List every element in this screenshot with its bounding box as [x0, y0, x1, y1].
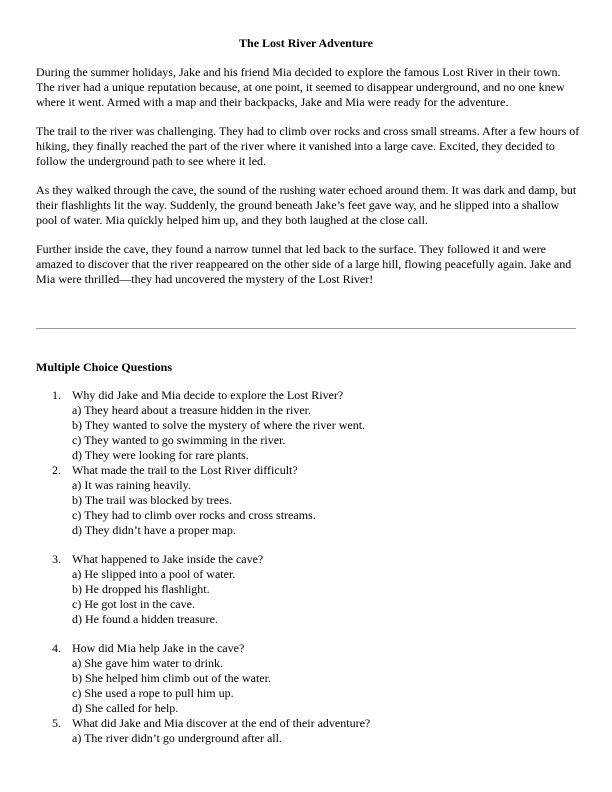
- question-text: Why did Jake and Mia decide to explore the Lost River?: [72, 388, 344, 402]
- story-paragraph: As they walked through the cave, the sound of the rushing water echoed around them. It was dark and damp, but their flashlights lit the way. Suddenly, the ground beneath Jake’s feet gave way, and he slipped into a shallow pool of water. Mia quickly helped him up, and they both laughed at the close call.: [36, 183, 577, 227]
- question-number: 4.: [52, 641, 61, 655]
- answer-option: d) They were looking for rare plants.: [72, 448, 249, 462]
- answer-option: d) He found a hidden treasure.: [72, 612, 218, 626]
- question-item: [36, 463, 576, 538]
- story-paragraph: Further inside the cave, they found a narrow tunnel that led back to the surface. They followed it and were amazed to discover that the river reappeared on the other side of a large hill, flowing peacefully again. Jake and Mia were thrilled—they had uncovered the mystery of the Lost River!: [36, 242, 572, 286]
- question-text: What happened to Jake inside the cave?: [72, 552, 264, 566]
- question-text: What made the trail to the Lost River difficult?: [72, 463, 298, 477]
- story-paragraph: During the summer holidays, Jake and his friend Mia decided to explore the famous Lost River in their town. The river had a unique reputation because, at one point, it seemed to disappear underground, and no one knew where it went. Armed with a map and their backpacks, Jake and Mia were ready for the adventure.: [36, 65, 565, 109]
- answer-option: b) They wanted to solve the mystery of where the river went.: [72, 418, 366, 432]
- question-number: 1.: [52, 388, 61, 402]
- question-list: [36, 388, 576, 746]
- question-text: How did Mia help Jake in the cave?: [72, 641, 245, 655]
- answer-option: c) He got lost in the cave.: [72, 597, 195, 611]
- question-number: 5.: [52, 716, 61, 730]
- answer-option: a) The river didn’t go underground after all.: [72, 731, 282, 745]
- answer-option: a) He slipped into a pool of water.: [72, 567, 236, 581]
- answer-option: b) The trail was blocked by trees.: [72, 493, 233, 507]
- answer-option: c) They had to climb over rocks and cross streams.: [72, 508, 316, 522]
- question-item: [36, 552, 576, 627]
- answer-option: c) She used a rope to pull him up.: [72, 686, 234, 700]
- question-text: What did Jake and Mia discover at the end of their adventure?: [72, 716, 371, 730]
- document-title: The Lost River Adventure: [239, 36, 373, 50]
- answer-option: d) They didn’t have a proper map.: [72, 523, 236, 537]
- answer-option: a) She gave him water to drink.: [72, 656, 223, 670]
- answer-option: a) It was raining heavily.: [72, 478, 191, 492]
- answer-option: d) She called for help.: [72, 701, 179, 715]
- story-body: [36, 65, 580, 301]
- question-item: [36, 716, 576, 746]
- answer-option: b) He dropped his flashlight.: [72, 582, 210, 596]
- mcq-heading: Multiple Choice Questions: [36, 360, 173, 374]
- story-paragraph: The trail to the river was challenging. They had to climb over rocks and cross small streams. After a few hours of hiking, they finally reached the part of the river where it vanished into a large cave. Excited, they decided to follow the underground path to see where it led.: [36, 124, 580, 168]
- answer-option: a) They heard about a treasure hidden in the river.: [72, 403, 312, 417]
- question-item: [36, 388, 576, 463]
- question-item: [36, 641, 576, 716]
- horizontal-divider: [36, 328, 576, 329]
- question-number: 2.: [52, 463, 61, 477]
- answer-option: b) She helped him climb out of the water.: [72, 671, 271, 685]
- answer-option: c) They wanted to go swimming in the river.: [72, 433, 286, 447]
- question-number: 3.: [52, 552, 61, 566]
